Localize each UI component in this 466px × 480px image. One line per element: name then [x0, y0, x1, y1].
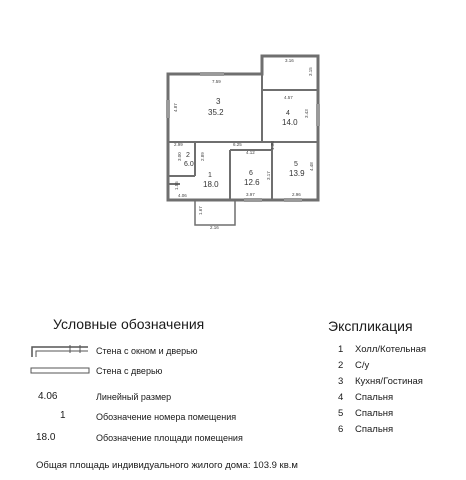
dim-label: 3.43 — [304, 109, 309, 118]
total-area: Общая площадь индивидуального жилого дома: 103.9 кв.м — [36, 460, 298, 471]
explication-row-name: Холл/Котельная — [355, 344, 427, 355]
room-area-4: 14.0 — [282, 118, 298, 127]
outer-wall — [168, 56, 318, 200]
explication-row-number: 1 — [338, 344, 344, 355]
explication-row-name: Спальня — [355, 424, 394, 435]
legend-item-text: Стена с дверью — [96, 366, 163, 376]
dim-label: 4.48 — [309, 162, 314, 171]
dim-label: 1.67 — [198, 206, 203, 215]
dim-label: 1.38 — [270, 141, 275, 150]
dim-label: 3.97 — [246, 192, 255, 197]
dim-label: 3.00 — [177, 152, 182, 161]
explication-row-number: 6 — [338, 424, 344, 435]
dim-label: 4.06 — [178, 193, 187, 198]
room-number-2: 2 — [186, 152, 190, 159]
legend-item-symbol: 1 — [60, 410, 66, 421]
dim-label: 3.17 — [266, 171, 271, 180]
legend-item-text: Обозначение площади помещения — [96, 433, 243, 443]
room-area-5: 13.9 — [289, 169, 305, 178]
dim-label: 2.96 — [292, 192, 301, 197]
legend-item-symbol: 18.0 — [36, 432, 56, 443]
room-area-1: 18.0 — [203, 180, 219, 189]
dim-label: 4.12 — [246, 150, 255, 155]
legend-item-text: Линейный размер — [96, 392, 172, 402]
watermark — [228, 330, 338, 430]
legend-title: Условные обозначения — [53, 316, 205, 332]
dim-label: 2.16 — [210, 225, 219, 230]
dim-label: 2.99 — [174, 142, 183, 147]
room-area-2: 6.0 — [184, 161, 194, 168]
room-number-3: 3 — [216, 97, 221, 106]
wall-door-symbol — [30, 367, 92, 375]
room-number-6: 6 — [249, 170, 253, 177]
dim-label: 6.25 — [233, 142, 242, 147]
room-area-6: 12.6 — [244, 178, 260, 187]
explication-row-number: 4 — [338, 392, 344, 403]
explication-row-name: Спальня — [355, 392, 394, 403]
room-number-4: 4 — [286, 110, 290, 117]
dim-label: 7.59 — [212, 79, 221, 84]
explication-row-name: Спальня — [355, 408, 394, 419]
room-number-1: 1 — [208, 172, 212, 179]
explication-row-number: 5 — [338, 408, 344, 419]
dim-label: 3.16 — [285, 58, 294, 63]
dim-label: 3.15 — [308, 67, 313, 76]
explication-row-name: С/у — [355, 360, 370, 371]
explication-row-name: Кухня/Гостиная — [355, 376, 423, 387]
explication-row-number: 2 — [338, 360, 344, 371]
legend-item-text: Стена с окном и дверью — [96, 346, 198, 356]
explication-title: Экспликация — [328, 318, 413, 334]
legend-item-text: Обозначение номера помещения — [96, 412, 237, 422]
dim-label: 2.89 — [200, 152, 205, 161]
explication-row-number: 3 — [338, 376, 344, 387]
wall-window-door-symbol — [30, 343, 92, 359]
room-area-3: 35.2 — [208, 108, 224, 117]
room-number-5: 5 — [294, 161, 298, 168]
dim-label: 4.57 — [284, 95, 293, 100]
dim-label: 4.87 — [173, 103, 178, 112]
dim-label: 1.55 — [174, 181, 179, 190]
legend-item-symbol: 4.06 — [38, 391, 58, 402]
